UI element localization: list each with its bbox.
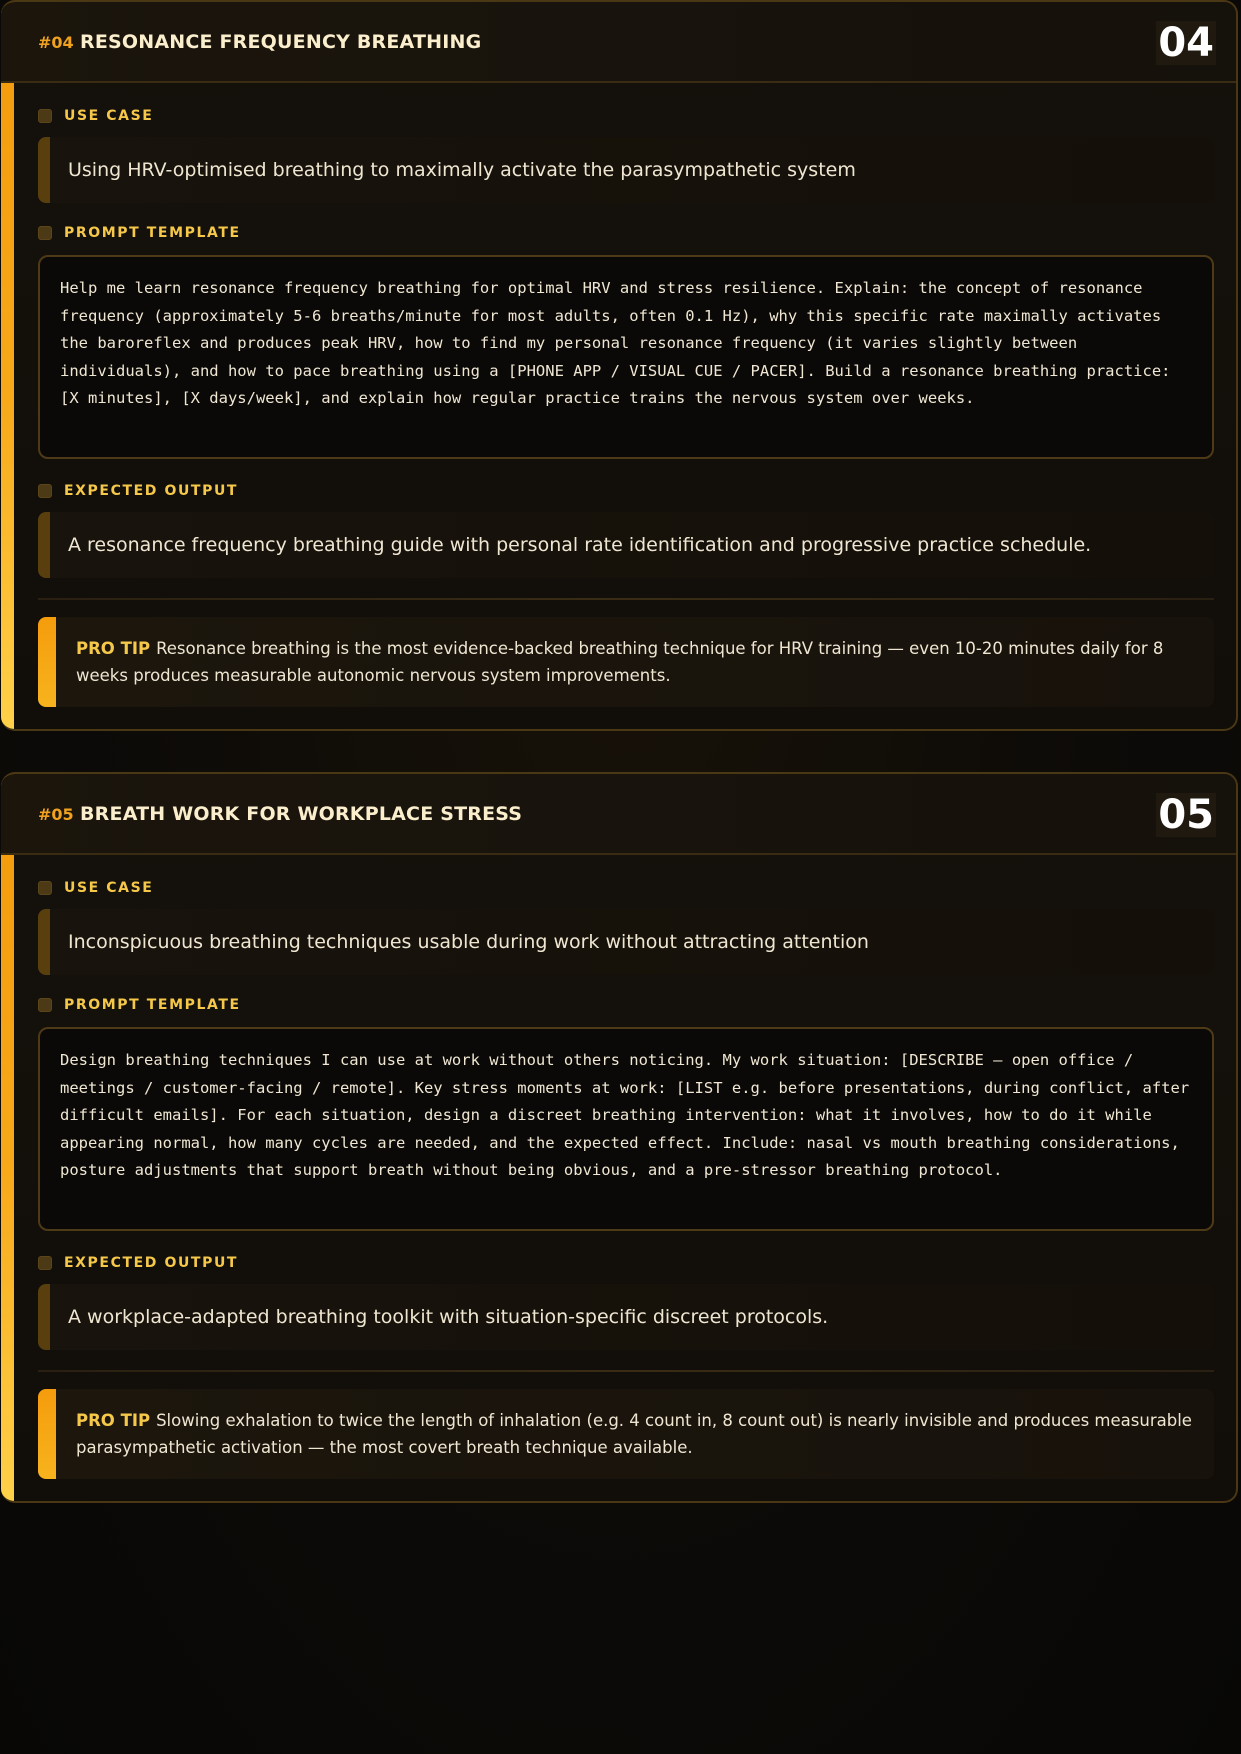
pro-tip-bar <box>38 1389 56 1479</box>
pro-tip-box <box>38 617 1214 707</box>
section-square-icon <box>38 881 52 895</box>
pro-tip-label: PRO TIP <box>76 1411 151 1430</box>
quote-bar <box>38 1284 50 1350</box>
prompt-card-04 <box>1 0 1238 731</box>
section-square-icon <box>38 484 52 498</box>
card-accent-bar <box>1 774 14 1501</box>
expected-output-text: A resonance frequency breathing guide with personal rate identification and progressive practice schedule. <box>68 534 1092 556</box>
pro-tip-body: Slowing exhalation to twice the length of inhalation (e.g. 4 count in, 8 count out) is nearly invisible and produces measurable parasympathetic activation — the most covert breath technique available. <box>76 1411 1192 1457</box>
prompt-template-text: Design breathing techniques I can use at work without others noticing. My work situation: [DESCRIBE — open office / meetings / customer-facing / remote]. Key stress moments at work: [LIST e.g. before presentations, during conflict, after difficult emails]. For each situation, design a discreet breathing intervention: what it involves, how to do it while appearing normal, how many cycles are needed, and the expected effect. Include: nasal vs mouth breathing considerations, posture adjustments that support breath without being obvious, and a pre-stressor breathing protocol. <box>60 1051 1199 1179</box>
use-case-box <box>38 909 1214 975</box>
card-number-tag: #04 <box>38 33 74 52</box>
prompt-template-box[interactable] <box>38 1027 1214 1231</box>
expected-output-label: EXPECTED OUTPUT <box>38 483 238 499</box>
section-square-icon <box>38 1256 52 1270</box>
card-big-number: 05 <box>1158 792 1214 838</box>
pro-tip-bar <box>38 617 56 707</box>
divider <box>38 1370 1214 1372</box>
card-accent-bar <box>1 2 14 729</box>
prompt-template-box[interactable] <box>38 255 1214 459</box>
use-case-box <box>38 137 1214 203</box>
prompt-template-label: PROMPT TEMPLATE <box>38 225 241 241</box>
card-header <box>1 2 1236 83</box>
section-square-icon <box>38 109 52 123</box>
quote-bar <box>38 137 50 203</box>
section-square-icon <box>38 998 52 1012</box>
expected-output-box <box>38 512 1214 578</box>
card-title: BREATH WORK FOR WORKPLACE STRESS <box>80 803 523 825</box>
prompt-template-label: PROMPT TEMPLATE <box>38 997 241 1013</box>
card-big-number: 04 <box>1158 20 1214 66</box>
pro-tip-text <box>76 1407 1196 1461</box>
card-number-tag: #05 <box>38 805 74 824</box>
quote-bar <box>38 512 50 578</box>
pro-tip-body: Resonance breathing is the most evidence-backed breathing technique for HRV training — even 10-20 minutes daily for 8 weeks produces measurable autonomic nervous system improvements. <box>76 639 1164 685</box>
expected-output-box <box>38 1284 1214 1350</box>
prompt-card-05 <box>1 772 1238 1503</box>
section-square-icon <box>38 226 52 240</box>
card-header <box>1 774 1236 855</box>
pro-tip-label: PRO TIP <box>76 639 151 658</box>
expected-output-text: A workplace-adapted breathing toolkit with situation-specific discreet protocols. <box>68 1306 829 1328</box>
use-case-text: Using HRV-optimised breathing to maximally activate the parasympathetic system <box>68 159 856 181</box>
use-case-text: Inconspicuous breathing techniques usable during work without attracting attention <box>68 931 869 953</box>
pro-tip-text <box>76 635 1196 689</box>
use-case-label: USE CASE <box>38 880 153 896</box>
card-title: RESONANCE FREQUENCY BREATHING <box>80 31 482 53</box>
quote-bar <box>38 909 50 975</box>
prompt-template-text: Help me learn resonance frequency breathing for optimal HRV and stress resilience. Explain: the concept of resonance frequency (approximately 5-6 breaths/minute for most adults, often 0.1 Hz), why this specific rate maximally activates the baroreflex and produces peak HRV, how to find my personal resonance frequency (it varies slightly between individuals), and how to pace breathing using a [PHONE APP / VISUAL CUE / PACER]. Build a resonance breathing practice: [X minutes], [X days/week], and explain how regular practice trains the nervous system over weeks. <box>60 279 1180 407</box>
pro-tip-box <box>38 1389 1214 1479</box>
expected-output-label: EXPECTED OUTPUT <box>38 1255 238 1271</box>
divider <box>38 598 1214 600</box>
use-case-label: USE CASE <box>38 108 153 124</box>
